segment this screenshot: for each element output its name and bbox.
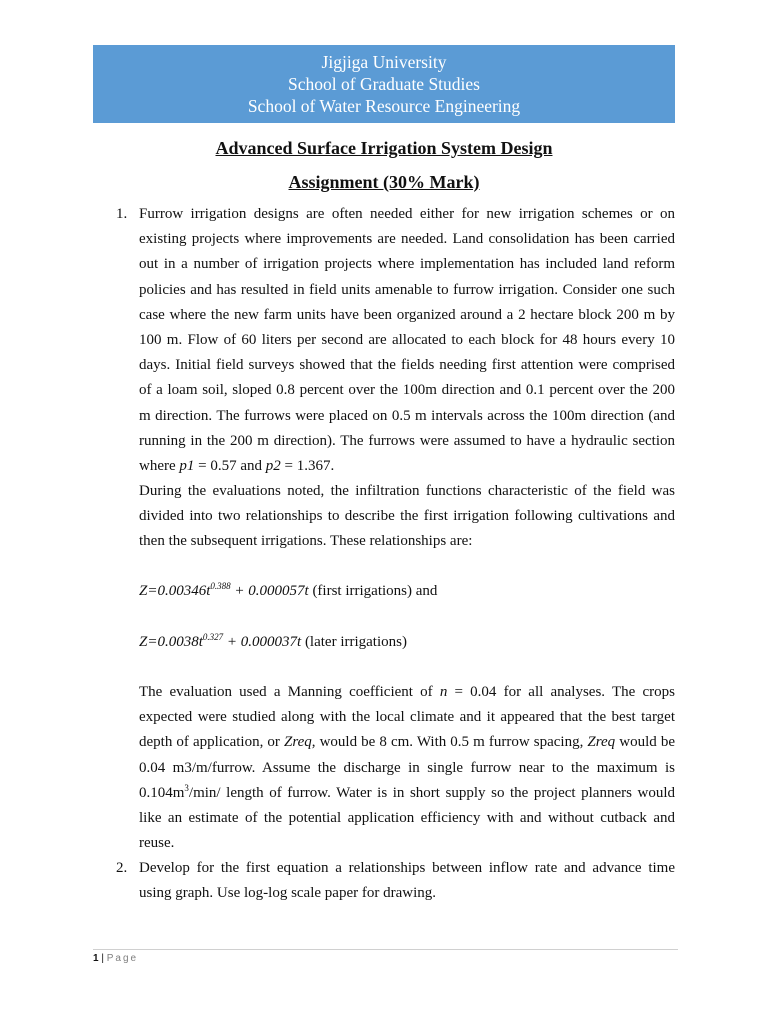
question-2-text: Develop for the first equation a relationships between inflow rate and advance time using graph. Use log-log scale paper for drawing. bbox=[139, 860, 675, 902]
university-header-banner bbox=[93, 45, 675, 123]
department-name: School of Water Resource Engineering bbox=[247, 96, 521, 116]
eq2-linear-term: + 0.000037t bbox=[223, 634, 302, 650]
eq1-note: (first irrigations) and bbox=[308, 583, 438, 599]
p2-value: = 1.367. bbox=[280, 458, 335, 475]
evaluation-paragraph: During the evaluations noted, the infiltration functions characteristic of the field was divided into two relationships to describe the first irrigation following cultivations and then the subsequent irrigations. These relationships are: bbox=[139, 483, 675, 550]
footer-separator: | bbox=[98, 953, 107, 964]
footer-divider bbox=[93, 949, 678, 950]
school-name: School of Graduate Studies bbox=[288, 74, 480, 94]
eq2-lhs: Z=0.0038t bbox=[139, 634, 203, 650]
equation-later-irrigation bbox=[139, 630, 407, 655]
equation-first-irrigation bbox=[139, 579, 437, 604]
manning-paragraph bbox=[139, 680, 675, 856]
manning-text-4: would be 0.04 m3/m/furrow. Assume the discharge in single furrow near to the maximum is 0.104m bbox=[139, 734, 675, 801]
page-footer bbox=[93, 953, 138, 964]
manning-text-2: = 0.04 for all analyses. The crops expected were studied along with the local climate and it appeared that the best target depth of application, or bbox=[139, 684, 675, 751]
assignment-title: Assignment (30% Mark) bbox=[288, 172, 480, 192]
p1-variable: p1 bbox=[179, 458, 195, 475]
cubic-superscript: 3 bbox=[184, 782, 189, 793]
question-1-text: Furrow irrigation designs are often needed either for new irrigation schemes or on existing projects where improvements are needed. Land consolidation has been carried out in a number of irrigation projects where implementation has included land reform policies and has resulted in field units amenable to furrow irrigation. Consider one such case where the new farm units have been organized around a 2 hectare block 200 m by 100 m. Flow of 60 liters per second are allocated to each block for 48 hours every 10 days. Initial field surveys showed that the fields needing first attention were comprised of a loam soil, sloped 0.8 percent over the 100m direction and 0.1 percent over the 200 m direction. The furrows were placed on 0.5 m intervals across the 100m direction (and running in the 200 m direction). The furrows were assumed to have a hydraulic section where bbox=[139, 206, 675, 475]
eq1-lhs: Z=0.00346t bbox=[139, 583, 211, 599]
manning-text-5: /min/ length of furrow. Water is in short supply so the project planners would like an estimate of the potential application efficiency with and without cutback and reuse. bbox=[139, 784, 675, 852]
eq2-note: (later irrigations) bbox=[301, 634, 407, 650]
p1-value: = 0.57 and bbox=[194, 458, 266, 475]
question-1-paragraph bbox=[139, 202, 675, 479]
manning-text-1: The evaluation used a Manning coefficient of bbox=[139, 684, 440, 700]
university-name: Jigjiga University bbox=[321, 52, 447, 72]
zreq-variable-2: Zreq bbox=[587, 734, 616, 751]
question-2-number: 2. bbox=[116, 860, 128, 876]
manning-text-3: , would be 8 cm. With 0.5 m furrow spacing, bbox=[311, 734, 588, 751]
eq1-exponent: 0.388 bbox=[210, 581, 231, 591]
page-label: Page bbox=[106, 953, 139, 964]
p2-variable: p2 bbox=[265, 458, 281, 475]
zreq-variable-1: Zreq bbox=[284, 734, 312, 751]
question-1-number: 1. bbox=[116, 206, 128, 222]
course-title: Advanced Surface Irrigation System Design bbox=[215, 138, 553, 158]
eq1-linear-term: + 0.000057t bbox=[230, 583, 309, 599]
eq2-exponent: 0.327 bbox=[202, 632, 224, 642]
page-number: 1 bbox=[93, 953, 99, 964]
manning-n-variable: n bbox=[439, 684, 448, 700]
